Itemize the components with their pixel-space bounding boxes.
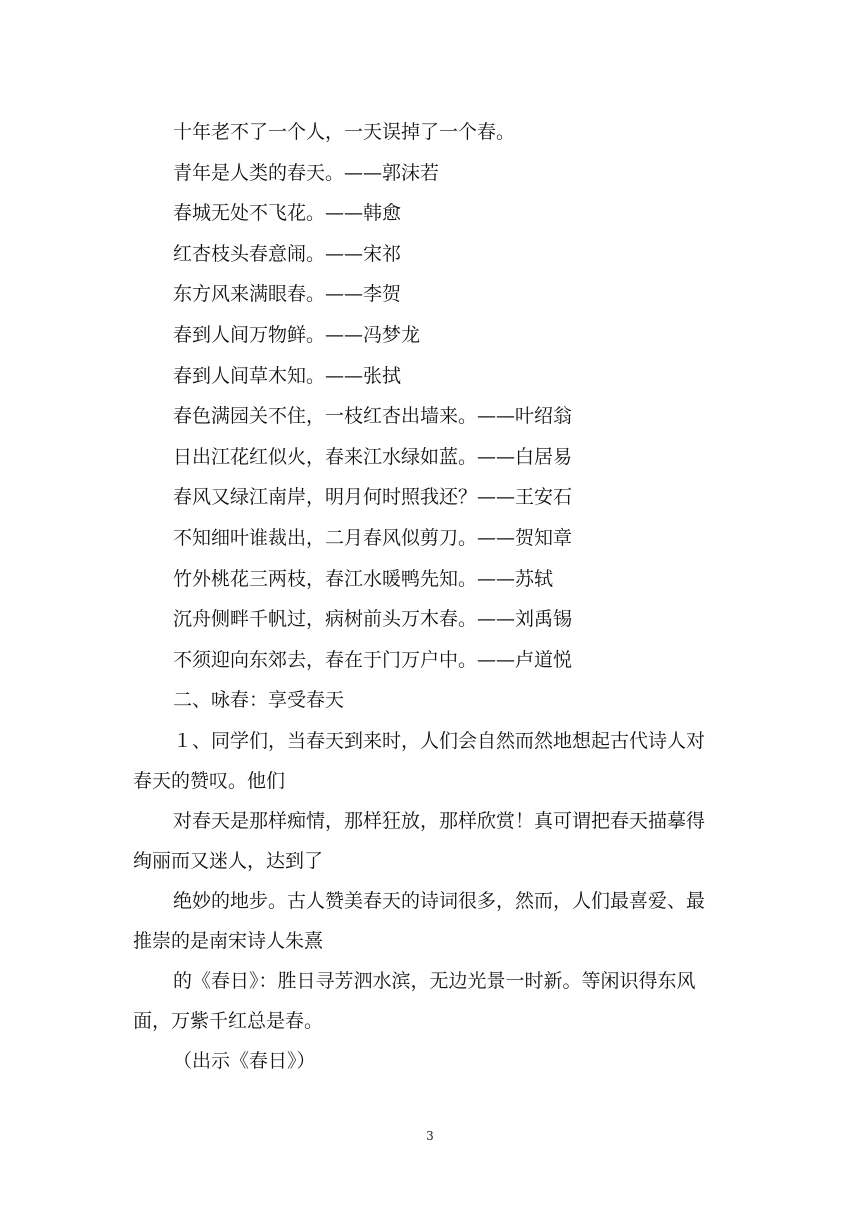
quote-line: 春城无处不飞花。——韩愈 (173, 202, 402, 225)
paragraph-continuation: 面，万紫千红总是春。 (133, 1009, 324, 1032)
body-paragraph (133, 881, 731, 961)
section-heading: 二、咏春：享受春天 (173, 689, 345, 712)
paragraph-continuation: 推崇的是南宋诗人朱熹 (133, 929, 324, 952)
quote-line: 东方风来满眼春。——李贺 (173, 283, 402, 306)
paragraph-first-line: 对春天是那样痴情，那样狂放，那样欣赏！真可谓把春天描摹得 (173, 809, 706, 832)
quote-line: 春到人间草木知。——张拭 (173, 364, 402, 387)
quote-line: 不知细叶谁裁出，二月春风似剪刀。——贺知章 (173, 526, 573, 549)
paragraph-continuation: 绚丽而又迷人，达到了 (133, 849, 324, 872)
quote-line: 青年是人类的春天。——郭沫若 (173, 161, 440, 184)
body-paragraph (133, 721, 731, 801)
paragraph-continuation: 春天的赞叹。他们 (133, 769, 286, 792)
paragraph-first-line: 的《春日》：胜日寻芳泗水滨，无边光景一时新。等闲识得东风 (173, 969, 696, 992)
quote-line: 春到人间万物鲜。——冯梦龙 (173, 323, 421, 346)
quote-line: 十年老不了一个人，一天误掉了一个春。 (173, 121, 516, 143)
paragraph-first-line: １、同学们，当春天到来时，人们会自然而然地想起古代诗人对 (173, 729, 706, 752)
quote-line: 竹外桃花三两枝，春江水暖鸭先知。——苏轼 (173, 567, 554, 590)
quote-line: 春色满园关不住，一枝红杏出墙来。——叶绍翁 (173, 405, 573, 428)
quote-line: 红杏枝头春意闹。——宋祁 (173, 242, 402, 265)
display-note: （出示《春日》） (173, 1049, 316, 1072)
quote-line: 春风又绿江南岸，明月何时照我还？——王安石 (173, 486, 573, 509)
paragraph-first-line: 绝妙的地步。古人赞美春天的诗词很多，然而，人们最喜爱、最 (173, 889, 706, 912)
body-paragraph (133, 801, 731, 881)
quote-line: 日出江花红似火，春来江水绿如蓝。——白居易 (173, 445, 573, 468)
quote-line: 不须迎向东郊去，春在于门万户中。——卢道悦 (173, 648, 573, 671)
quote-line: 沉舟侧畔千帆过，病树前头万木春。——刘禹锡 (173, 608, 573, 631)
page-content (133, 112, 733, 1082)
page-number: 3 (426, 1129, 434, 1143)
body-paragraph (133, 961, 731, 1041)
